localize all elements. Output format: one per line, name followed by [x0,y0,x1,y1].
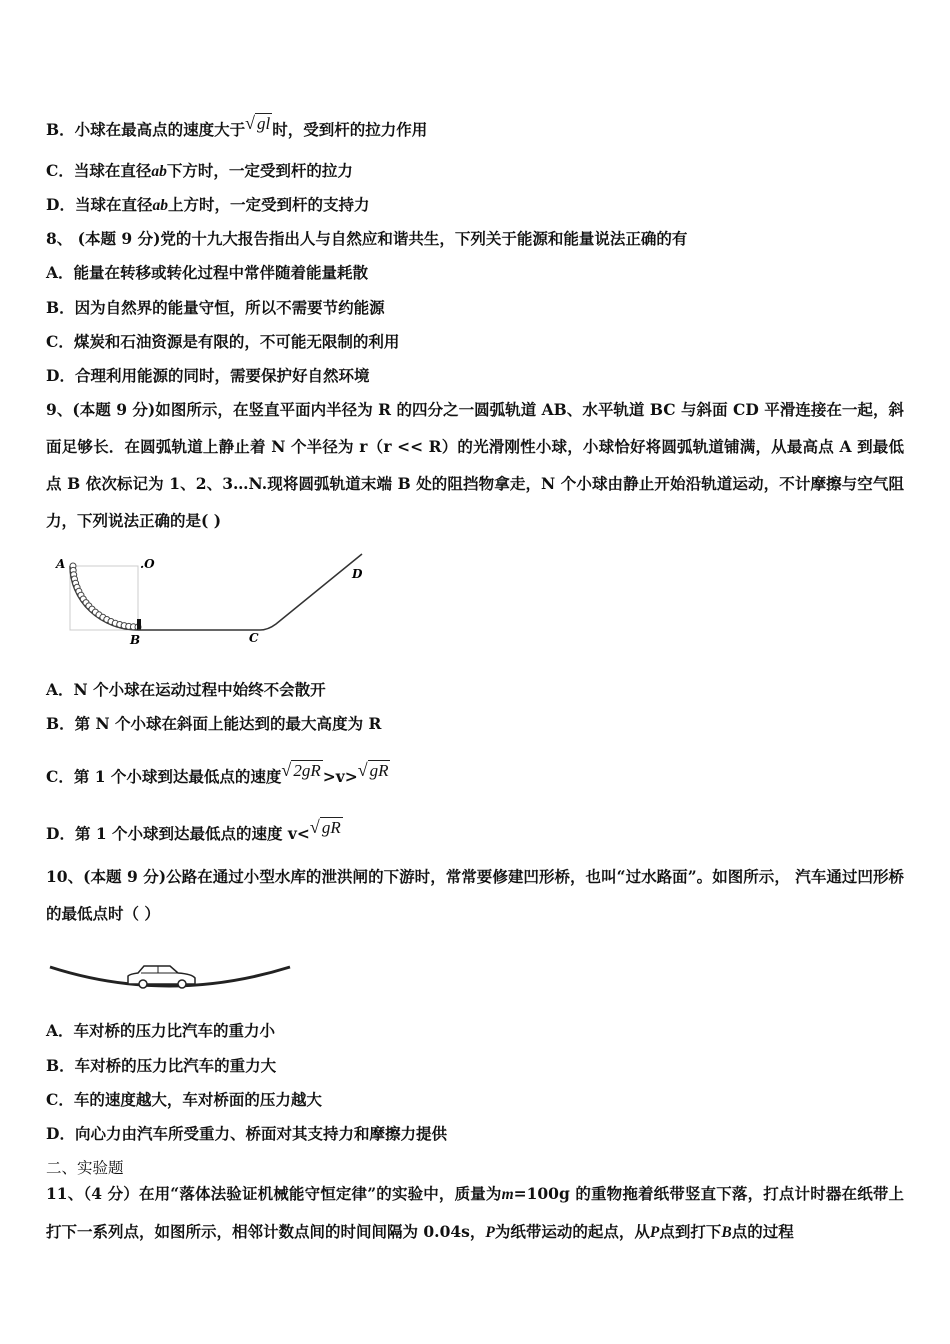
stopper-block [137,619,141,630]
q8-option-c: C．煤炭和石油资源是有限的，不可能无限制的利用 [46,332,400,351]
q8-option-d: D．合理利用能源的同时，需要保护好自然环境 [46,366,370,385]
sqrt-gr-d: √ gR [309,817,341,837]
q7-option-c: C．当球在直径ab下方时，一定受到杆的拉力 [46,161,353,180]
q7-option-b: B．小球在最高点的速度大于√ gl 时，受到杆的拉力作用 [46,113,428,139]
q9-stem: 9、(本题 9 分)如图所示，在竖直平面内半径为 R 的四分之一圆弧轨道 AB、水平轨道 BC 与斜面 CD 平滑连接在一起，斜面足够长．在圆弧轨道上静止着 N 个半径为 r（r << R）的光滑刚性小球，小球恰好将圆弧轨道铺满，从最高点 A 到最低点 B 依次标记为 1、2、3…N.现将圆弧轨道末端 B 处的阻挡物拿走，N 个小球由静止开始沿轨道运动，不计摩擦与空气阻力，下列说法正确的是( ) [46,400,904,530]
q10-stem: 10、(本题 9 分)公路在通过小型水库的泄洪闸的下游时，常常要修建凹形桥，也叫“过水路面”。如图所示， 汽车通过凹形桥的最低点时（ ） [46,867,904,923]
q8-option-a: A．能量在转移或转化过程中常伴随着能量耗散 [46,263,369,282]
q10-bridge-figure [48,955,294,995]
q10-option-b: B．车对桥的压力比汽车的重力大 [46,1056,277,1075]
q9-option-d: D．第 1 个小球到达最低点的速度 v<√ gR [46,817,341,843]
label-b: B [130,633,141,647]
label-d: D [352,567,363,581]
car-icon [128,966,195,988]
q10-option-d: D．向心力由汽车所受重力、桥面对其支持力和摩擦力提供 [46,1124,447,1143]
label-a: A [56,557,66,571]
label-c: C [249,631,259,645]
sqrt-gl: √ gl [245,113,271,133]
label-o: .O [140,557,155,571]
incline-track-cd [260,554,362,630]
q9-option-c: C．第 1 个小球到达最低点的速度√ 2gR >v>√ gR [46,760,389,786]
section-title: 二、实验题 [46,1159,124,1177]
q8-stem: 8、 (本题 9 分)党的十九大报告指出人与自然应和谐共生，下列关于能源和能量说法正确的有 [46,229,688,248]
ball-chain [70,563,141,630]
q9-option-a: A．N 个小球在运动过程中始终不会散开 [46,680,326,699]
sqrt-2gr: √ 2gR [281,760,321,780]
q11-stem: 11、（4 分）在用“落体法验证机械能守恒定律”的实验中，质量为m=100g 的重物拖着纸带竖直下落，打点计时器在纸带上打下一系列点，如图所示，相邻计数点间的时间间隔为 0.04s，P为纸带运动的起点，从P点到打下B点的过程 [46,1184,905,1241]
q9-track-figure [50,548,380,648]
q9-option-b: B．第 N 个小球在斜面上能达到的最大高度为 R [46,714,382,733]
q10-option-a: A．车对桥的压力比汽车的重力小 [46,1021,276,1040]
sqrt-gr: √ gR [357,760,389,780]
q10-option-c: C．车的速度越大，车对桥面的压力越大 [46,1090,322,1109]
q8-option-b: B．因为自然界的能量守恒，所以不需要节约能源 [46,298,385,317]
q7-option-d: D．当球在直径ab上方时，一定受到杆的支持力 [46,195,370,214]
